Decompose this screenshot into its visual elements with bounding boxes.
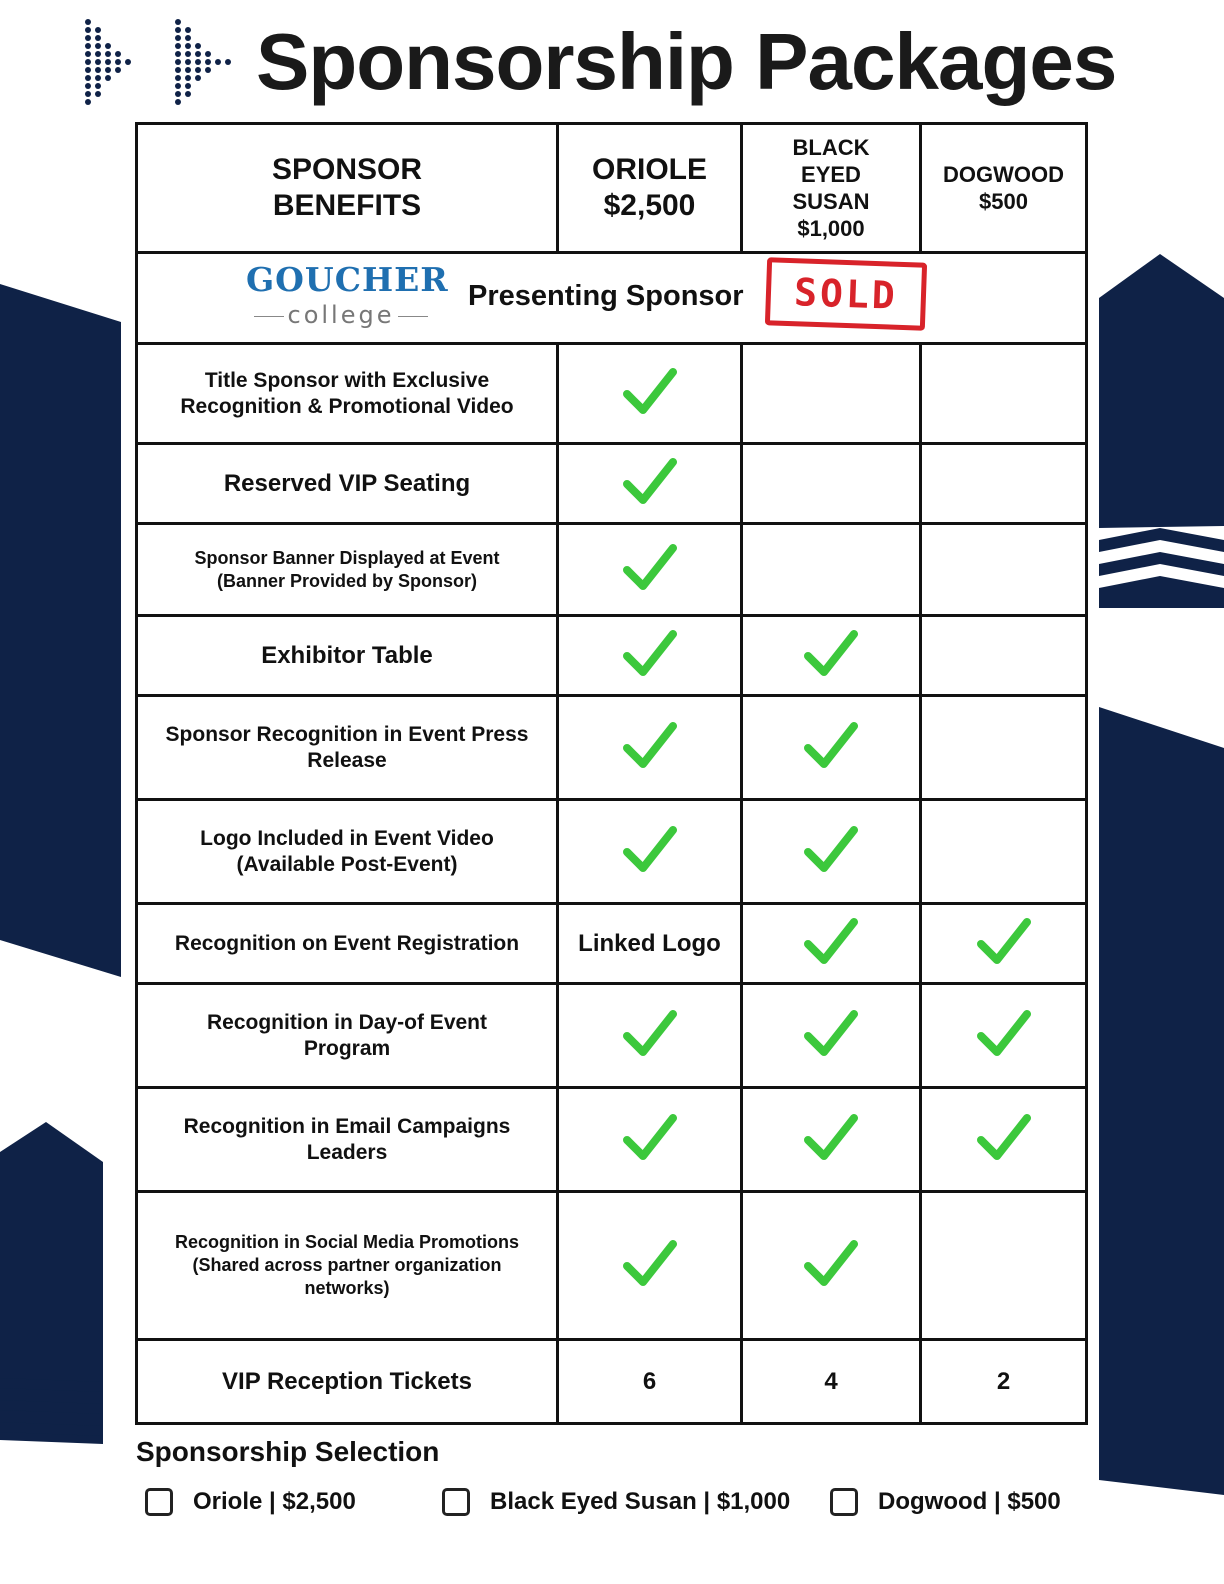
check-icon <box>804 822 858 876</box>
table-row <box>137 616 1087 696</box>
selection-title: Sponsorship Selection <box>136 1436 440 1467</box>
goucher-college-logo: GOUCHER college <box>246 260 449 329</box>
benefit-cell <box>137 344 558 444</box>
checkbox-black-eyed-susan[interactable] <box>442 1488 470 1516</box>
benefit-label: Recognition in Day-of Event Program <box>206 1010 487 1060</box>
header-benefits: SPONSOR BENEFITS <box>137 124 558 253</box>
table-row <box>137 800 1087 904</box>
tier-cell-oriole <box>558 904 742 984</box>
tier-cell-oriole <box>558 984 742 1088</box>
tier-cell-black-eyed-susan <box>742 524 921 616</box>
benefit-cell <box>137 1088 558 1192</box>
table-row <box>137 1340 1087 1424</box>
sold-stamp: SOLD <box>765 257 927 331</box>
presenting-sponsor-row <box>137 253 1087 344</box>
benefit-cell <box>137 616 558 696</box>
table-row <box>137 344 1087 444</box>
check-icon <box>804 626 858 680</box>
table-header-row <box>137 124 1087 253</box>
table-row <box>137 904 1087 984</box>
benefit-label: Recognition in Email Campaigns Leaders <box>183 1114 511 1164</box>
tier-cell-black-eyed-susan <box>742 344 921 444</box>
presenting-sponsor-cell <box>137 253 1087 344</box>
tier-cell-dogwood <box>921 1088 1087 1192</box>
benefit-cell <box>137 984 558 1088</box>
check-icon <box>623 1006 677 1060</box>
header-dogwood: DOGWOOD $500 <box>921 124 1087 253</box>
tier-cell-dogwood <box>921 800 1087 904</box>
check-icon <box>623 718 677 772</box>
tier-cell-black-eyed-susan <box>742 616 921 696</box>
check-icon <box>977 914 1031 968</box>
tier-cell-oriole <box>558 444 742 524</box>
benefit-cell <box>137 1192 558 1340</box>
benefit-cell <box>137 524 558 616</box>
option-label: Dogwood | $500 <box>878 1488 1061 1515</box>
left-banner-shape <box>0 284 121 977</box>
checkbox-oriole[interactable] <box>145 1488 173 1516</box>
tier-value: 4 <box>824 1367 838 1395</box>
tier-value: Linked Logo <box>578 929 721 957</box>
tier-cell-oriole <box>558 1192 742 1340</box>
check-icon <box>804 914 858 968</box>
benefit-label: Recognition on Event Registration <box>174 931 520 955</box>
table-row <box>137 524 1087 616</box>
tier-cell-dogwood <box>921 524 1087 616</box>
check-icon <box>804 1110 858 1164</box>
benefit-cell <box>137 904 558 984</box>
option-oriole[interactable] <box>145 1488 356 1516</box>
check-icon <box>623 454 677 508</box>
tier-cell-oriole <box>558 1340 742 1424</box>
tier-cell-black-eyed-susan <box>742 800 921 904</box>
tier-cell-dogwood <box>921 344 1087 444</box>
tier-cell-black-eyed-susan <box>742 984 921 1088</box>
benefit-label: Recognition in Social Media Promotions (Shared across partner organization networks) <box>174 1232 520 1298</box>
check-icon <box>804 1006 858 1060</box>
table-row <box>137 444 1087 524</box>
tier-cell-oriole <box>558 344 742 444</box>
check-icon <box>623 364 677 418</box>
tier-cell-black-eyed-susan <box>742 696 921 800</box>
tier-value: 2 <box>996 1367 1011 1395</box>
check-icon <box>977 1110 1031 1164</box>
tier-cell-oriole <box>558 524 742 616</box>
left-arrow-shape <box>0 1122 103 1444</box>
page-title: Sponsorship Packages <box>256 17 1117 106</box>
tier-cell-oriole <box>558 696 742 800</box>
tier-cell-black-eyed-susan <box>742 1192 921 1340</box>
check-icon <box>623 1236 677 1290</box>
tier-cell-dogwood <box>921 696 1087 800</box>
benefit-label: VIP Reception Tickets <box>222 1367 472 1395</box>
right-arrow-shape <box>1099 254 1224 528</box>
benefit-cell <box>137 1340 558 1424</box>
checkbox-dogwood[interactable] <box>830 1488 858 1516</box>
tier-cell-dogwood <box>921 444 1087 524</box>
check-icon <box>623 626 677 680</box>
benefit-cell <box>137 444 558 524</box>
tier-cell-dogwood <box>921 616 1087 696</box>
left-chevron-stripes <box>0 1378 103 1436</box>
benefit-label: Exhibitor Table <box>261 641 433 669</box>
tier-cell-dogwood <box>921 1192 1087 1340</box>
benefit-label: Reserved VIP Seating <box>223 469 471 497</box>
table-row <box>137 696 1087 800</box>
tier-cell-oriole <box>558 800 742 904</box>
presenting-sponsor-label: Presenting Sponsor <box>468 280 744 312</box>
benefit-label: Title Sponsor with Exclusive Recognition & Promotional Video <box>180 368 514 418</box>
tier-cell-dogwood <box>921 904 1087 984</box>
header-oriole: ORIOLE $2,500 <box>558 124 742 253</box>
right-banner-shape <box>1099 707 1224 1495</box>
benefit-cell <box>137 696 558 800</box>
table-row <box>137 984 1087 1088</box>
benefit-cell <box>137 800 558 904</box>
option-dogwood[interactable] <box>830 1488 1061 1516</box>
option-label: Black Eyed Susan | $1,000 <box>490 1488 791 1515</box>
benefit-label: Logo Included in Event Video (Available Post-Event) <box>200 826 494 876</box>
benefit-label: Sponsor Banner Displayed at Event (Banner Provided by Sponsor) <box>194 547 500 591</box>
check-icon <box>623 1110 677 1164</box>
tier-value: 6 <box>642 1367 657 1395</box>
tier-cell-black-eyed-susan <box>742 1340 921 1424</box>
option-label: Oriole | $2,500 <box>193 1488 356 1515</box>
tier-cell-oriole <box>558 616 742 696</box>
tier-cell-dogwood <box>921 984 1087 1088</box>
benefit-label: Sponsor Recognition in Event Press Release <box>165 722 529 772</box>
check-icon <box>804 1236 858 1290</box>
check-icon <box>977 1006 1031 1060</box>
right-chevron-stripes <box>1099 528 1224 608</box>
dotted-arrow-logo-icon <box>82 16 242 112</box>
tier-cell-black-eyed-susan <box>742 444 921 524</box>
tier-cell-black-eyed-susan <box>742 1088 921 1192</box>
tier-cell-oriole <box>558 1088 742 1192</box>
tier-cell-black-eyed-susan <box>742 904 921 984</box>
table-row <box>137 1192 1087 1340</box>
sponsorship-table <box>135 122 1088 1425</box>
table-row <box>137 1088 1087 1192</box>
check-icon <box>623 822 677 876</box>
header-black-eyed-susan: BLACK EYED SUSAN $1,000 <box>742 124 921 253</box>
tier-cell-dogwood <box>921 1340 1087 1424</box>
check-icon <box>623 540 677 594</box>
check-icon <box>804 718 858 772</box>
option-black-eyed-susan[interactable] <box>442 1488 790 1516</box>
